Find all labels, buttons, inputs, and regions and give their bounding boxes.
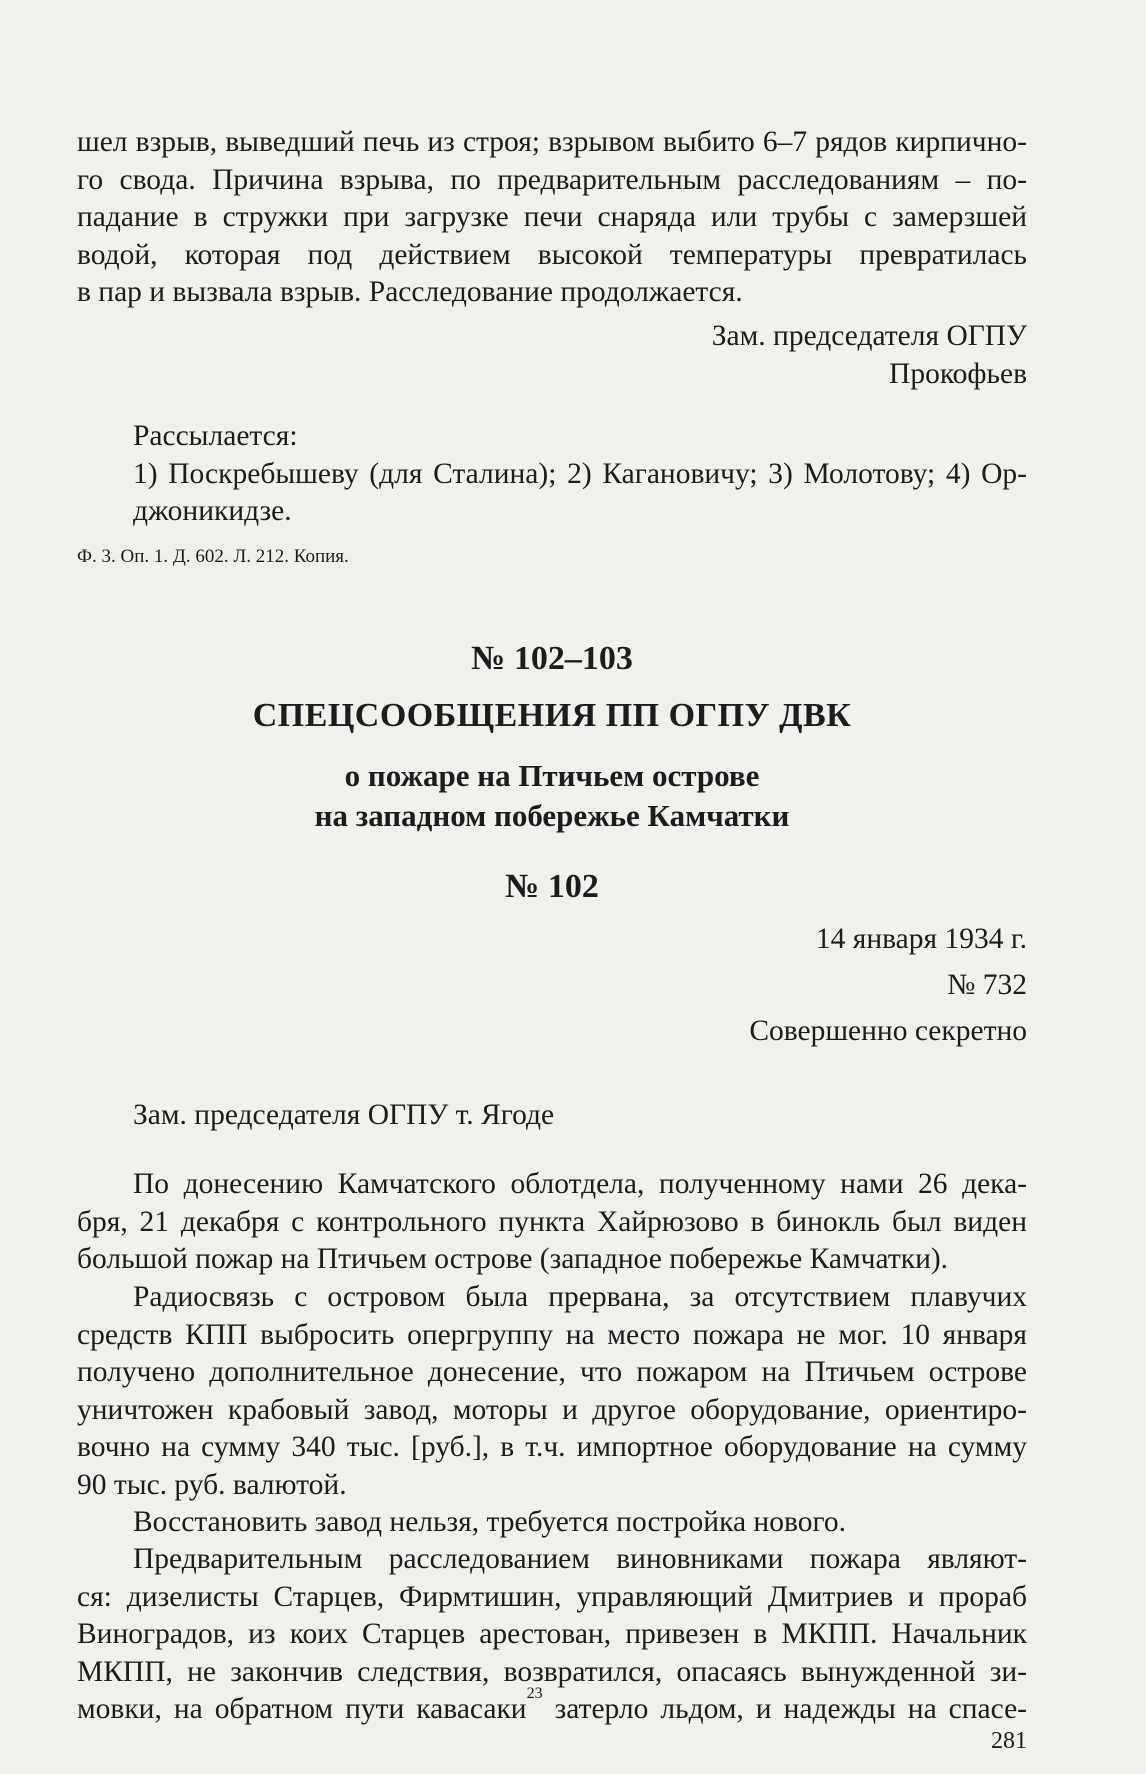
text-line: Радиосвязь с островом была прервана, за отсутствием плавучих [133, 1281, 1027, 1313]
text-fragment: затерло льдом, и надежды на спасе- [542, 1693, 1027, 1725]
text-line: 90 тыс. руб. валютой. [77, 1468, 347, 1501]
text-line: большой пожар на Птичьем острове (западное побережье Камчатки). [77, 1243, 949, 1275]
text-line [77, 1685, 1027, 1729]
section-subtitle-line: на западном побережье Камчатки [314, 798, 790, 833]
section-number: № 102–103 [471, 640, 633, 677]
document-header [77, 916, 1027, 1054]
text-line: уничтожен крабовый завод, моторы и другое оборудование, ориентиро- [77, 1393, 1027, 1426]
text-line: водой, которая под действием высокой температуры превратилась [77, 238, 1027, 271]
distribution-line: 1) Поскребышеву (для Сталина); 2) Кагановичу; 3) Молотову; 4) Ор- [133, 457, 1027, 490]
text-line: бря, 21 декабря с контрольного пункта Хайрюзово в бинокль был виден [77, 1205, 1027, 1238]
signature-name: Прокофьев [889, 357, 1027, 390]
document-date: 14 января 1934 г. [815, 923, 1027, 955]
footnote-marker[interactable]: 23 [526, 1685, 543, 1703]
document-number-wrap [77, 868, 1027, 906]
signature-block [77, 318, 1027, 393]
body-paragraph-4 [77, 1541, 1027, 1729]
text-line: падание в стружки при загрузке печи снаряда или трубы с замерзшей [77, 201, 1027, 233]
continued-paragraph [77, 124, 1027, 312]
document-classification: Совершенно секретно [749, 1015, 1027, 1047]
body-paragraph-2 [77, 1279, 1027, 1504]
text-line: Восстановить завод нельзя, требуется постройка нового. [133, 1506, 846, 1538]
document-number: № 102 [505, 868, 599, 905]
page-number: 281 [991, 1728, 1027, 1754]
body-paragraph-3 [77, 1504, 1027, 1542]
section-title: СПЕЦСООБЩЕНИЯ ПП ОГПУ ДВК [252, 697, 852, 734]
text-line: Предварительным расследованием виновниками пожара являют- [133, 1543, 1027, 1575]
text-line: вочно на сумму 340 тыс. [руб.], в т.ч. импортное оборудование на сумму [77, 1431, 1027, 1463]
signature-position: Зам. председателя ОГПУ [711, 320, 1027, 352]
section-heading [77, 640, 1027, 678]
text-line: ся: дизелисты Старцев, Фирмтишин, управляющий Дмитриев и прораб [77, 1580, 1027, 1613]
section-subtitle-line: о пожаре на Птичьем острове [344, 758, 760, 793]
section-title-wrap [77, 697, 1027, 735]
body-paragraph-1 [77, 1166, 1027, 1279]
text-line: в пар и вызвала взрыв. Расследование продолжается. [77, 276, 743, 308]
text-line: Виноградов, из коих Старцев арестован, привезен в МКПП. Начальник [77, 1618, 1027, 1650]
text-line: средств КПП выбросить опергруппу на место пожара не мог. 10 января [77, 1318, 1027, 1351]
addressee: Зам. председателя ОГПУ т. Ягоде [133, 1099, 555, 1131]
distribution-block [77, 418, 1027, 531]
text-line: шел взрыв, выведший печь из строя; взрывом выбито 6–7 рядов кирпично- [77, 126, 1027, 158]
text-line: МКПП, не закончив следствия, возвратился, опасаясь вынужденной зи- [77, 1655, 1027, 1688]
document-reg-number: № 732 [947, 969, 1027, 1001]
text-line: По донесению Камчатского облотдела, полученному нами 26 дека- [133, 1168, 1027, 1200]
text-fragment: мовки, на обратном пути кавасаки [77, 1693, 527, 1725]
archive-reference: Ф. 3. Оп. 1. Д. 602. Л. 212. Копия. [77, 546, 349, 567]
text-line: го свода. Причина взрыва, по предварительным расследованиям – по- [77, 163, 1027, 196]
text-line: получено дополнительное донесение, что пожаром на Птичьем острове [77, 1356, 1027, 1388]
distribution-line: джоникидзе. [133, 495, 292, 527]
distribution-label: Рассылается: [133, 420, 298, 452]
addressee-block [77, 1097, 1027, 1135]
section-subtitle [77, 756, 1027, 836]
